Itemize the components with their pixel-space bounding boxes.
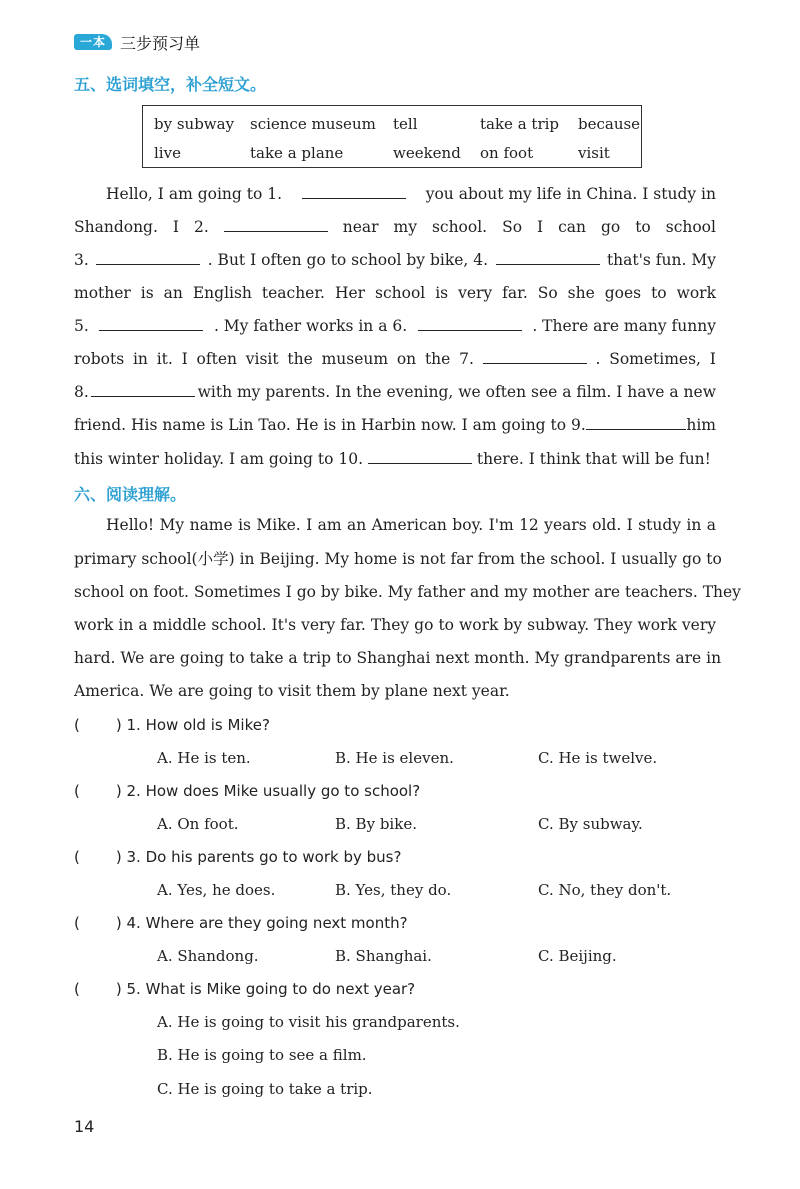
answer-blank-8[interactable]: [91, 382, 195, 397]
option-b[interactable]: B. He is going to see a film.: [157, 1046, 367, 1064]
cloze-line: this winter holiday. I am going to 10. there. I think that will be fun!: [74, 450, 711, 468]
option-a[interactable]: A. Yes, he does.: [157, 881, 276, 899]
cloze-line: 8. with my parents. In the evening, we often see a film. I have a new: [74, 383, 716, 401]
word-bank-item: by subway: [154, 115, 235, 133]
answer-blank-9[interactable]: [586, 415, 687, 430]
option-b[interactable]: B. He is eleven.: [335, 749, 454, 767]
question-1: ( ) 1. How old is Mike?: [74, 716, 270, 734]
option-c[interactable]: C. By subway.: [538, 815, 643, 833]
word-bank: [142, 105, 642, 168]
word-bank-item: on foot: [480, 144, 534, 162]
answer-blank-2[interactable]: [224, 217, 328, 232]
option-c[interactable]: C. He is twelve.: [538, 749, 658, 767]
answer-blank-7[interactable]: [483, 349, 587, 364]
option-b[interactable]: B. By bike.: [335, 815, 417, 833]
reading-passage-line: Hello! My name is Mike. I am an American boy. I'm 12 years old. I study in a: [106, 516, 716, 534]
word-bank-item: science museum: [250, 115, 376, 133]
word-bank-item: take a plane: [250, 144, 344, 162]
option-a[interactable]: A. He is ten.: [157, 749, 251, 767]
question-4: ( ) 4. Where are they going next month?: [74, 914, 408, 932]
cloze-line: Shandong. I 2. near my school. So I can go to school: [74, 218, 716, 236]
answer-blank-1[interactable]: [302, 184, 406, 199]
option-c[interactable]: C. He is going to take a trip.: [157, 1080, 373, 1098]
option-a[interactable]: A. Shandong.: [157, 947, 259, 965]
cloze-line: friend. His name is Lin Tao. He is in Harbin now. I am going to 9. him: [74, 416, 716, 434]
question-3: ( ) 3. Do his parents go to work by bus?: [74, 848, 402, 866]
option-c[interactable]: C. Beijing.: [538, 947, 617, 965]
word-bank-item: because: [578, 115, 641, 133]
brand-logo: 一本: [74, 34, 112, 50]
cloze-line: robots in it. I often visit the museum on the 7. . Sometimes, I: [74, 350, 716, 368]
question-5: ( ) 5. What is Mike going to do next year?: [74, 980, 416, 998]
reading-passage-line: work in a middle school. It's very far. They go to work by subway. They work very: [74, 616, 716, 634]
answer-blank-6[interactable]: [418, 316, 522, 331]
section-5-title: 五、选词填空，补全短文。: [74, 75, 267, 94]
word-bank-item: visit: [578, 144, 610, 162]
reading-passage-line: primary school(小学) in Beijing. My home is not far from the school. I usually go to: [74, 550, 722, 568]
question-2: ( ) 2. How does Mike usually go to school?: [74, 782, 421, 800]
reading-passage-line: school on foot. Sometimes I go by bike. My father and my mother are teachers. They: [74, 583, 741, 601]
word-bank-item: live: [154, 144, 181, 162]
reading-passage-line: America. We are going to visit them by plane next year.: [74, 682, 510, 700]
section-6-title: 六、阅读理解。: [74, 485, 187, 504]
option-a[interactable]: A. He is going to visit his grandparents.: [157, 1013, 460, 1031]
option-c[interactable]: C. No, they don't.: [538, 881, 672, 899]
cloze-line: mother is an English teacher. Her school is very far. So she goes to work: [74, 284, 716, 302]
cloze-line: 3. . But I often go to school by bike, 4. that's fun. My: [74, 251, 716, 269]
book-title: 三步预习单: [120, 33, 201, 53]
word-bank-item: tell: [393, 115, 418, 133]
page-number: 14: [74, 1117, 95, 1136]
option-b[interactable]: B. Yes, they do.: [335, 881, 452, 899]
word-bank-item: weekend: [393, 144, 461, 162]
option-b[interactable]: B. Shanghai.: [335, 947, 432, 965]
answer-blank-5[interactable]: [99, 316, 203, 331]
word-bank-item: take a trip: [480, 115, 560, 133]
reading-passage-line: hard. We are going to take a trip to Shanghai next month. My grandparents are in: [74, 649, 722, 667]
answer-blank-10[interactable]: [368, 449, 472, 464]
answer-blank-4[interactable]: [496, 250, 600, 265]
page-header: [74, 31, 200, 53]
answer-blank-3[interactable]: [96, 250, 200, 265]
option-a[interactable]: A. On foot.: [157, 815, 239, 833]
cloze-line: 5. . My father works in a 6. . There are many funny: [74, 317, 716, 335]
cloze-line: Hello, I am going to 1. you about my life in China. I study in: [106, 185, 716, 203]
